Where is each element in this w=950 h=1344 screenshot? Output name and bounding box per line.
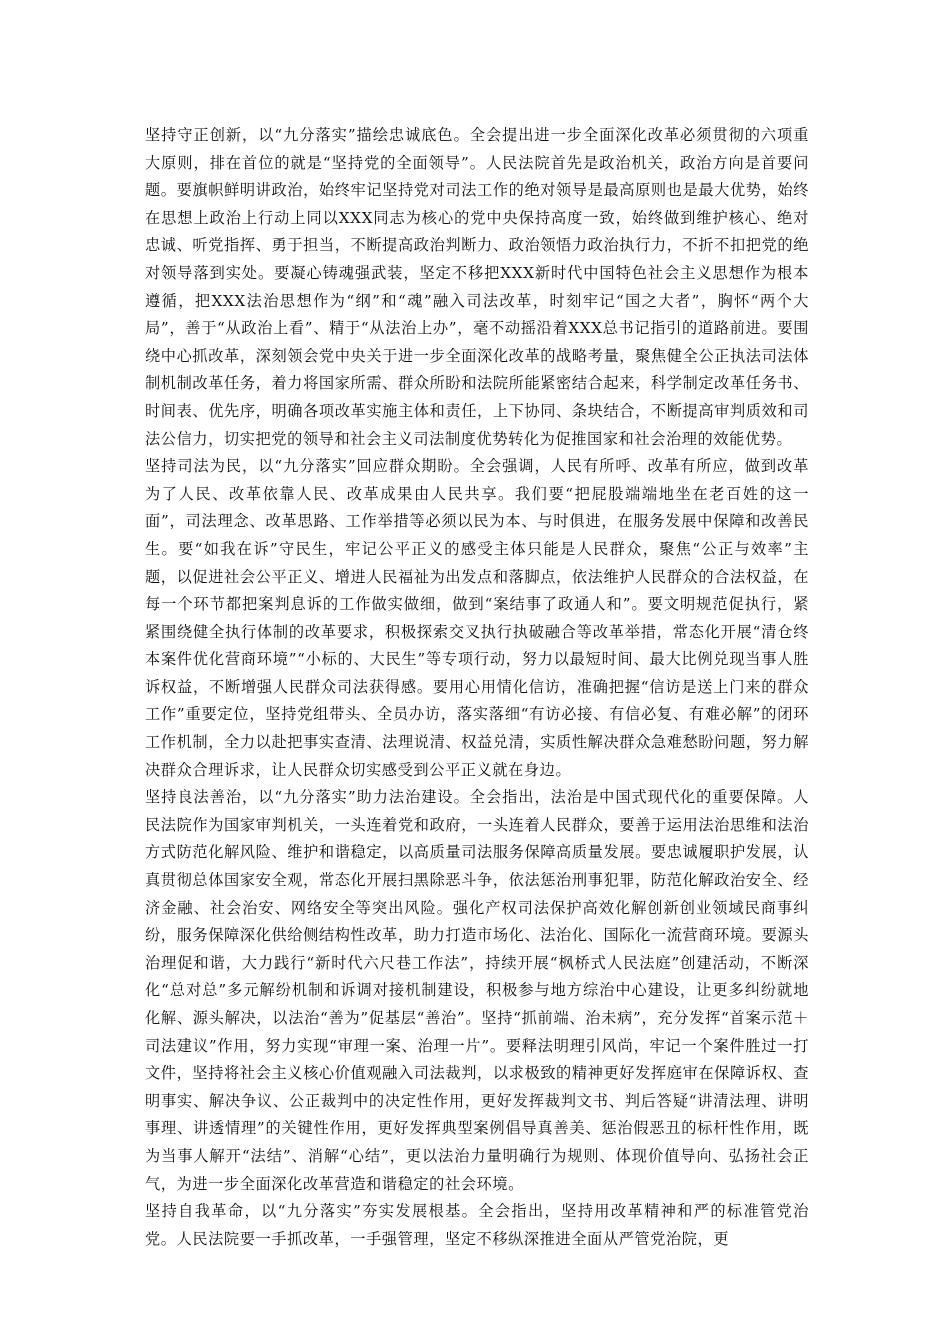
paragraph-loyalty: 坚持守正创新，以“九分落实”描绘忠诚底色。全会提出进一步全面深化改革必须贯彻的六项重大原则，排在首位的就是“坚持党的全面领导”。人民法院首先是政治机关，政治方向是首要问题。要旗帜鲜明讲政治，始终牢记坚持党对司法工作的绝对领导是最高原则也是最大优势，始终在思想上政治上行动上同以XXX同志为核心的党中央保持高度一致，始终做到维护核心、绝对忠诚、听党指挥、勇于担当，不断提高政治判断力、政治领悟力政治执行力，不折不扣把党的绝对领导落到实处。要凝心铸魂强武装，坚定不移把XXX新时代中国特色社会主义思想作为根本遵循，把XXX法治思想作为“纲”和“魂”融入司法改革，时刻牢记“国之大者”，胸怀“两个大局”，善于“从政治上看”、精于“从法治上办”，毫不动摇沿着XXX总书记指引的道路前进。要围绕中心抓改革，深刻领会党中央关于进一步全面深化改革的战略考量，聚焦健全公正执法司法体制机制改革任务，着力将国家所需、群众所盼和法院所能紧密结合起来，科学制定改革任务书、时间表、优先序，明确各项改革实施主体和责任，上下协同、条块结合，不断提高审判质效和司法公信力，切实把党的领导和社会主义司法制度优势转化为促推国家和社会治理的效能优势。 — [145, 126, 809, 448]
document-body — [145, 122, 809, 1253]
paragraph-justice-for-people: 坚持司法为民，以“九分落实”回应群众期盼。全会强调，人民有所呼、改革有所应，做到改革为了人民、改革依靠人民、改革成果由人民共享。我们要“把屁股端端地坐在老百姓的这一面”，司法理念、改革思路、工作举措等必须以民为本、与时俱进，在服务发展中保障和改善民生。要“如我在诉”守民生，牢记公平正义的感受主体只能是人民群众，聚焦“公正与效率”主题，以促进社会公平正义、增进人民福祉为出发点和落脚点，依法维护人民群众的合法权益，在每一个环节都把案判息诉的工作做实做细，做到“案结事了政通人和”。要文明规范促执行，紧紧围绕健全执行体制的改革要求，积极探索交叉执行执破融合等改革举措，常态化开展“清仓终本案件优化营商环境”“小标的、大民生”等专项行动，努力以最短时间、最大比例兑现当事人胜诉权益，不断增强人民群众司法获得感。要用心用情化信访，准确把握“信访是送上门来的群众工作”重要定位，坚持党组带头、全员办访，落实落细“有访必接、有信必复、有难必解”的闭环工作机制，全力以赴把事实查清、法理说清、权益兑清，实质性解决群众急难愁盼问题，努力解决群众合理诉求，让人民群众切实感受到公平正义就在身边。 — [145, 457, 809, 779]
paragraph-rule-of-law: 坚持良法善治，以“九分落实”助力法治建设。全会指出，法治是中国式现代化的重要保障。人民法院作为国家审判机关，一头连着党和政府，一头连着人民群众，要善于运用法治思维和法治方式防范化解风险、维护和谐稳定，以高质量司法服务保障高质量发展。要忠诚履职护发展，认真贯彻总体国家安全观，常态化开展扫黑除恶斗争，依法惩治刑事犯罪，防范化解政治安全、经济金融、社会治安、网络安全等突出风险。强化产权司法保护高效化解创新创业领域民商事纠纷，服务保障深化供给侧结构性改革，助力打造市场化、法治化、国际化一流营商环境。要源头治理促和谐，大力践行“新时代六尺巷工作法”，持续开展“枫桥式人民法庭”创建活动，不断深化“总对总”多元解纷机制和诉调对接机制建设，积极参与地方综治中心建设，让更多纠纷就地化解、源头解决，以法治“善为”促基层“善治”。坚持“抓前端、治未病”，充分发挥“首案示范＋司法建议”作用，努力实现“审理一案、治理一片”。要释法明理引风尚，牢记一个案件胜过一打文件，坚持将社会主义核心价值观融入司法裁判，以求极致的精神更好发挥庭审在保障诉权、查明事实、解决争议、公正裁判中的决定性作用，更好发挥裁判文书、判后答疑“讲清法理、讲明事理、讲透情理”的关键性作用，更好发挥典型案例倡导真善美、惩治假恶丑的标杆性作用，既为当事人解开“法结”、消解“心结”，更以法治力量明确行为规则、体现价值导向、弘扬社会正气，为进一步全面深化改革营造和谐稳定的社会环境。 — [145, 788, 809, 1193]
paragraph-self-revolution: 坚持自我革命，以“九分落实”夯实发展根基。全会指出，坚持用改革精神和严的标准管党治党。人民法院要一手抓改革，一手强管理，坚定不移纵深推进全面从严管党治院，更 — [145, 1202, 809, 1248]
